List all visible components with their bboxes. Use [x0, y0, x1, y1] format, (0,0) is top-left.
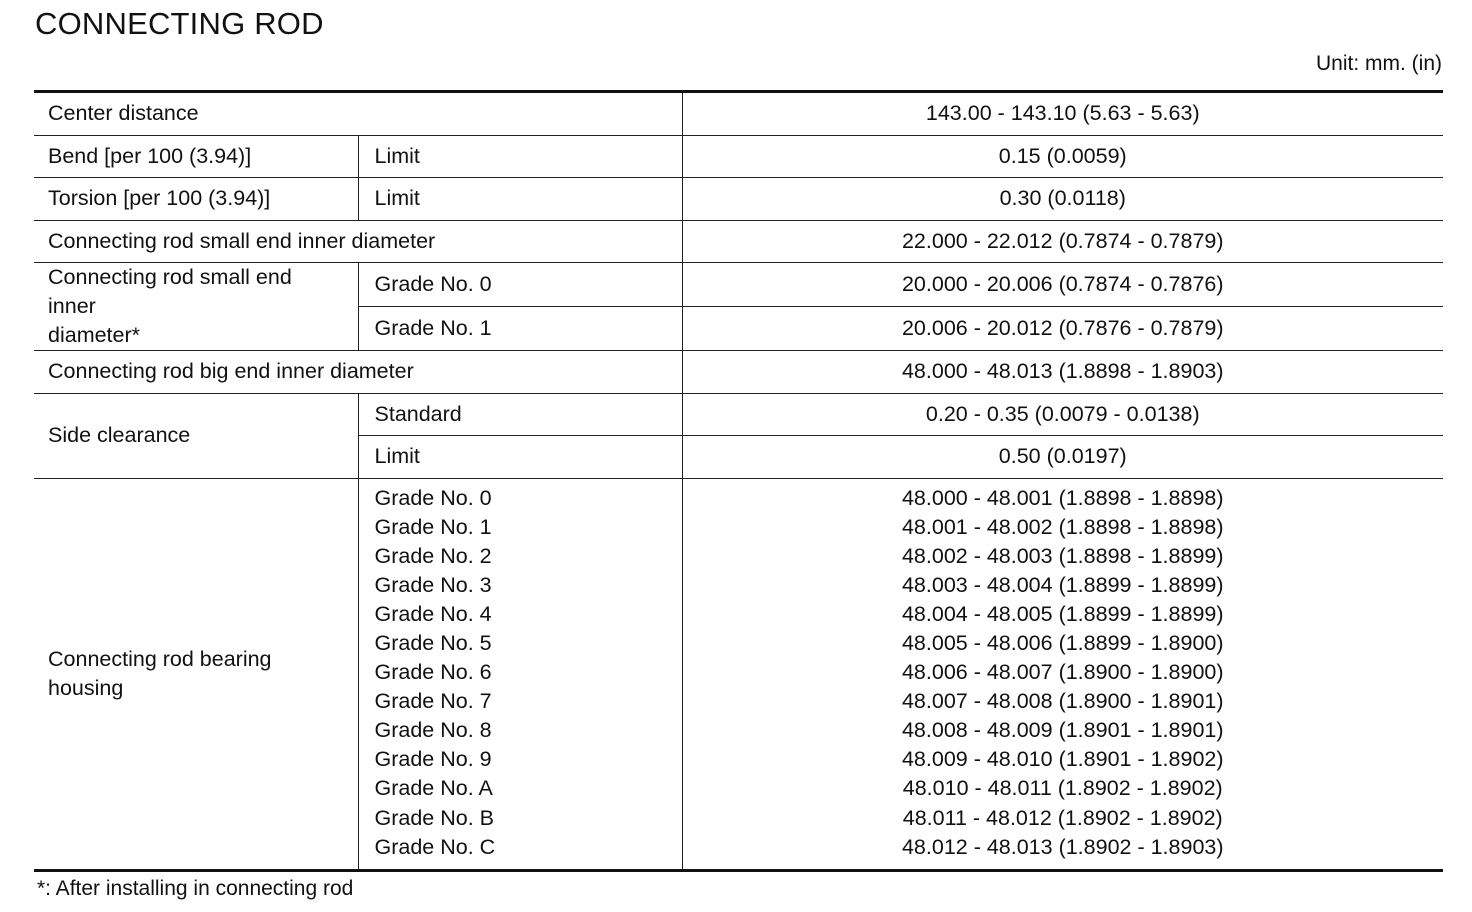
grade-label: Grade No. 6: [374, 660, 492, 685]
grade-value: 48.012 - 48.013 (1.8902 - 1.8903): [901, 834, 1224, 859]
row-value: 48.000 - 48.013 (1.8898 - 1.8903): [682, 351, 1443, 394]
table-row-torsion: [34, 178, 1443, 221]
unit-label: Unit: mm. (in): [1316, 52, 1442, 75]
grade-value: 48.011 - 48.012 (1.8902 - 1.8902): [902, 805, 1223, 830]
grade-label: Grade No. 9: [374, 747, 492, 772]
row-label-line-1: Connecting rod small end inner: [48, 265, 292, 318]
grade-value: 48.007 - 48.008 (1.8900 - 1.8901): [901, 689, 1224, 714]
grade-label: Grade No. 3: [374, 572, 492, 597]
row-label: Center distance: [34, 92, 682, 136]
row-sub-label: Standard: [358, 393, 682, 436]
table-row-side-clearance-standard: [34, 393, 1443, 436]
grade-value: 48.009 - 48.010 (1.8901 - 1.8902): [901, 747, 1224, 772]
grade-label: Grade No. 5: [374, 630, 492, 655]
grade-label: Grade No. 8: [374, 718, 492, 743]
table-row-bend: [34, 135, 1443, 178]
grade-list: [358, 478, 682, 870]
row-sub-label: Grade No. 0: [358, 263, 682, 307]
grade-value: 48.003 - 48.004 (1.8899 - 1.8899): [901, 572, 1224, 597]
row-value: 20.000 - 20.006 (0.7874 - 0.7876): [682, 263, 1443, 307]
grade-label: Grade No. A: [374, 776, 493, 801]
grade-value: 48.006 - 48.007 (1.8900 - 1.8900): [901, 660, 1224, 685]
grade-value: 48.000 - 48.001 (1.8898 - 1.8898): [901, 485, 1224, 510]
page-title: CONNECTING ROD: [35, 6, 324, 41]
grade-label: Grade No. 0: [374, 485, 492, 510]
table-row-bearing-housing: [34, 478, 1443, 870]
row-label: Connecting rod bearing housing: [34, 478, 358, 870]
row-label: Torsion [per 100 (3.94)]: [34, 178, 358, 221]
grade-value: 48.004 - 48.005 (1.8899 - 1.8899): [901, 601, 1224, 626]
row-sub-label: Limit: [358, 178, 682, 221]
row-sub-label: Limit: [358, 436, 682, 479]
grade-value: 48.005 - 48.006 (1.8899 - 1.8900): [901, 630, 1224, 655]
grade-value: 48.010 - 48.011 (1.8902 - 1.8902): [902, 776, 1223, 801]
grade-label: Grade No. 7: [374, 689, 492, 714]
grade-value: 48.008 - 48.009 (1.8901 - 1.8901): [901, 718, 1224, 743]
row-value: 0.20 - 0.35 (0.0079 - 0.0138): [682, 393, 1443, 436]
row-label-line-2: diameter*: [48, 323, 141, 347]
row-sub-label: Limit: [358, 135, 682, 178]
table-row-small-end-grade-0: [34, 263, 1443, 307]
row-label: Connecting rod small end inner diameter: [34, 220, 682, 263]
grade-label: Grade No. C: [374, 834, 496, 859]
row-value: 0.50 (0.0197): [682, 436, 1443, 479]
connecting-rod-spec-table: [34, 90, 1443, 872]
grade-label: Grade No. 4: [374, 601, 492, 626]
row-value: 143.00 - 143.10 (5.63 - 5.63): [682, 92, 1443, 136]
row-value: 22.000 - 22.012 (0.7874 - 0.7879): [682, 220, 1443, 263]
table-row-small-end: [34, 220, 1443, 263]
row-label: Bend [per 100 (3.94)]: [34, 135, 358, 178]
grade-value: 48.002 - 48.003 (1.8898 - 1.8899): [901, 543, 1224, 568]
table-row-center-distance: [34, 92, 1443, 136]
grade-value-list: [682, 478, 1443, 870]
row-label: Side clearance: [34, 393, 358, 478]
grade-label: Grade No. 1: [374, 514, 492, 539]
grade-label: Grade No. B: [374, 805, 494, 830]
footnote: *: After installing in connecting rod: [37, 877, 354, 900]
table-row-big-end: [34, 351, 1443, 394]
grade-value: 48.001 - 48.002 (1.8898 - 1.8898): [901, 514, 1224, 539]
row-value: 0.15 (0.0059): [682, 135, 1443, 178]
row-label: [34, 263, 358, 351]
row-label: Connecting rod big end inner diameter: [34, 351, 682, 394]
grade-label: Grade No. 2: [374, 543, 492, 568]
row-sub-label: Grade No. 1: [358, 307, 682, 351]
row-value: 20.006 - 20.012 (0.7876 - 0.7879): [682, 307, 1443, 351]
row-value: 0.30 (0.0118): [682, 178, 1443, 221]
